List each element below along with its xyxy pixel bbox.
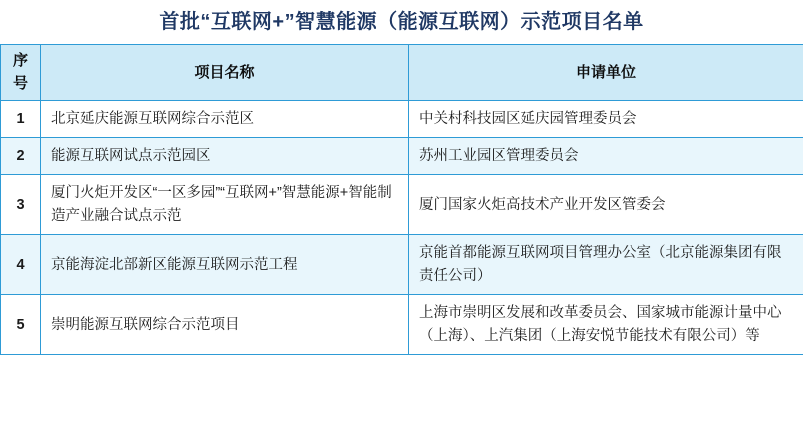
cell-project-name: 厦门火炬开发区“一区多园”“互联网+”智慧能源+智能制造产业融合试点示范 xyxy=(41,175,409,235)
cell-index: 2 xyxy=(1,137,41,174)
column-header-applicant: 申请单位 xyxy=(409,45,803,101)
column-header-project-name: 项目名称 xyxy=(41,45,409,101)
page-title: 首批“互联网+”智慧能源（能源互联网）示范项目名单 xyxy=(159,11,644,33)
table-row xyxy=(1,137,803,174)
table-row xyxy=(1,100,803,137)
cell-applicant: 厦门国家火炬高技术产业开发区管委会 xyxy=(409,175,803,235)
table-row xyxy=(1,235,803,295)
table-header-row xyxy=(1,45,803,101)
cell-project-name: 北京延庆能源互联网综合示范区 xyxy=(41,100,409,137)
cell-project-name: 京能海淀北部新区能源互联网示范工程 xyxy=(41,235,409,295)
cell-project-name: 能源互联网试点示范园区 xyxy=(41,137,409,174)
cell-index: 5 xyxy=(1,295,41,355)
cell-index: 3 xyxy=(1,175,41,235)
column-header-index: 序号 xyxy=(1,45,41,101)
table-row xyxy=(1,175,803,235)
cell-applicant: 京能首都能源互联网项目管理办公室（北京能源集团有限责任公司） xyxy=(409,235,803,295)
table-header xyxy=(1,45,803,101)
table-body xyxy=(1,100,803,355)
cell-applicant: 苏州工业园区管理委员会 xyxy=(409,137,803,174)
cell-project-name: 崇明能源互联网综合示范项目 xyxy=(41,295,409,355)
cell-applicant: 上海市崇明区发展和改革委员会、国家城市能源计量中心（上海）、上汽集团（上海安悦节能技术有限公司）等 xyxy=(409,295,803,355)
cell-index: 1 xyxy=(1,100,41,137)
cell-index: 4 xyxy=(1,235,41,295)
project-list-table xyxy=(0,44,803,355)
cell-applicant: 中关村科技园区延庆园管理委员会 xyxy=(409,100,803,137)
table-row xyxy=(1,295,803,355)
